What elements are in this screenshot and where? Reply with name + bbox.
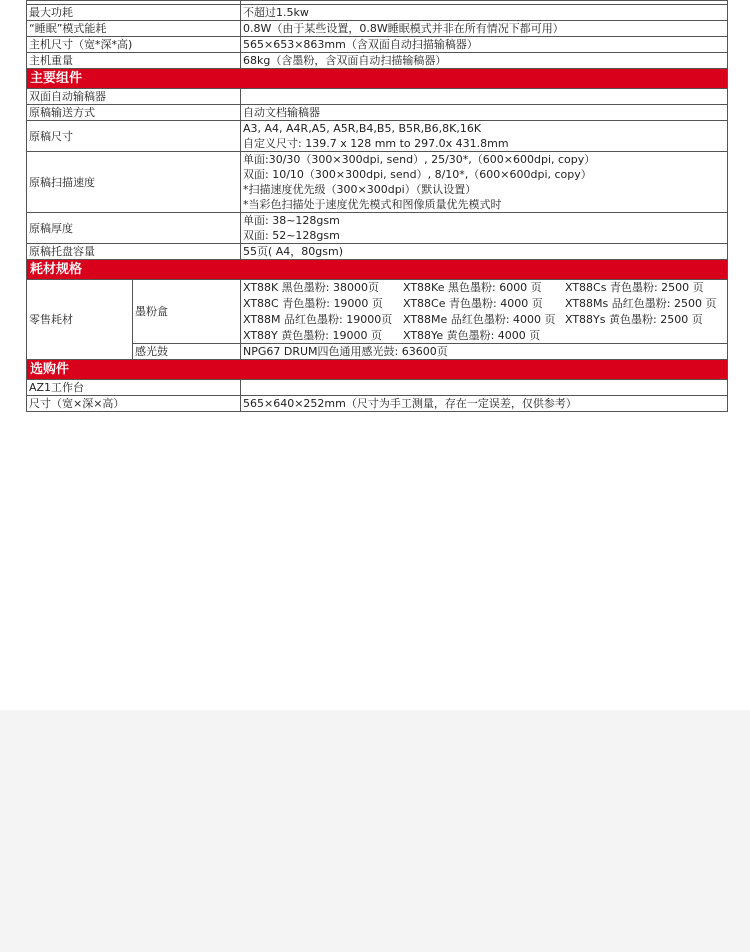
value-line: *当彩色扫描处于速度优先模式和图像质量优先模式时	[243, 198, 502, 211]
toner-item: XT88C 青色墨粉: 19000 页	[243, 297, 383, 310]
table-row	[27, 21, 728, 37]
toner-item: XT88Me 品红色墨粉: 4000 页	[403, 313, 556, 326]
section-header-options	[27, 360, 728, 380]
table-row	[27, 396, 728, 412]
row-label: 尺寸（宽×深×高）	[27, 396, 241, 412]
toner-cartridge-label: 墨粉盒	[133, 280, 241, 344]
value-line: *扫描速度优先级（300×300dpi）（默认设置）	[243, 183, 477, 196]
row-value: 565×653×863mm（含双面自动扫描输稿器）	[241, 37, 728, 53]
row-value: 68kg（含墨粉，含双面自动扫描输稿器）	[241, 53, 728, 69]
drum-label: 感光鼓	[133, 344, 241, 360]
row-label: 主机尺寸（宽*深*高)	[27, 37, 241, 53]
toner-item: XT88Y 黄色墨粉: 19000 页	[243, 329, 382, 342]
value-line: 单面: 38~128gsm	[243, 214, 340, 227]
toner-item: XT88M 品红色墨粉: 19000页	[243, 313, 393, 326]
row-value	[241, 121, 728, 152]
row-value	[241, 89, 728, 105]
table-row	[27, 280, 728, 344]
section-title: 选购件	[27, 360, 728, 380]
table-row	[27, 244, 728, 260]
value-line: 单面:30/30（300×300dpi, send）, 25/30*,（600×600dpi, copy）	[243, 153, 596, 166]
row-value: 565×640×252mm（尺寸为手工测量，存在一定误差，仅供参考）	[241, 396, 728, 412]
toner-grid	[243, 280, 725, 343]
toner-list	[241, 280, 728, 344]
row-label: 原稿输送方式	[27, 105, 241, 121]
table-row	[27, 89, 728, 105]
row-label: 原稿尺寸	[27, 121, 241, 152]
row-value	[241, 380, 728, 396]
table-row	[27, 53, 728, 69]
row-value: 55页( A4，80gsm)	[241, 244, 728, 260]
toner-item: XT88Ye 黄色墨粉: 4000 页	[403, 329, 541, 342]
row-value	[241, 213, 728, 244]
toner-item: XT88Ke 黑色墨粉: 6000 页	[403, 281, 542, 294]
section-header-main-components	[27, 69, 728, 89]
value-line: 双面: 10/10（300×300dpi, send）, 8/10*,（600×600dpi, copy）	[243, 168, 592, 181]
section-title: 主要组件	[27, 69, 728, 89]
row-label: 最大功耗	[27, 5, 241, 21]
row-label: “睡眠”模式能耗	[27, 21, 241, 37]
row-label: 原稿厚度	[27, 213, 241, 244]
row-value: 0.8W（由于某些设置，0.8W睡眠模式并非在所有情况下都可用）	[241, 21, 728, 37]
table-row	[27, 5, 728, 21]
table-row	[27, 121, 728, 152]
row-value	[241, 152, 728, 213]
row-label: 原稿扫描速度	[27, 152, 241, 213]
table-row	[27, 380, 728, 396]
table-row	[27, 105, 728, 121]
row-label: 主机重量	[27, 53, 241, 69]
page-bottom-background	[0, 710, 750, 952]
section-header-consumables	[27, 260, 728, 280]
table-row	[27, 213, 728, 244]
row-label: 双面自动输稿器	[27, 89, 241, 105]
toner-item: XT88Ms 品红色墨粉: 2500 页	[565, 297, 717, 310]
table-row	[27, 344, 728, 360]
table-row	[27, 152, 728, 213]
row-label: 原稿托盘容量	[27, 244, 241, 260]
row-label: AZ1工作台	[27, 380, 241, 396]
row-value: 不超过1.5kw	[241, 5, 728, 21]
retail-consumables-label: 零售耗材	[27, 280, 133, 360]
value-line: A3, A4, A4R,A5, A5R,B4,B5, B5R,B6,8K,16K	[243, 122, 482, 135]
table-row	[27, 37, 728, 53]
section-title: 耗材规格	[27, 260, 728, 280]
toner-item: XT88Cs 青色墨粉: 2500 页	[565, 281, 704, 294]
spec-table	[26, 0, 728, 412]
value-line: 自定义尺寸: 139.7 x 128 mm to 297.0x 431.8mm	[243, 137, 509, 150]
toner-item: XT88Ce 青色墨粉: 4000 页	[403, 297, 543, 310]
row-value: 自动文档输稿器	[241, 105, 728, 121]
drum-value: NPG67 DRUM四色通用感光鼓: 63600页	[241, 344, 728, 360]
value-line: 双面: 52~128gsm	[243, 229, 340, 242]
toner-item: XT88Ys 黄色墨粉: 2500 页	[565, 313, 703, 326]
toner-item: XT88K 黑色墨粉: 38000页	[243, 281, 379, 294]
